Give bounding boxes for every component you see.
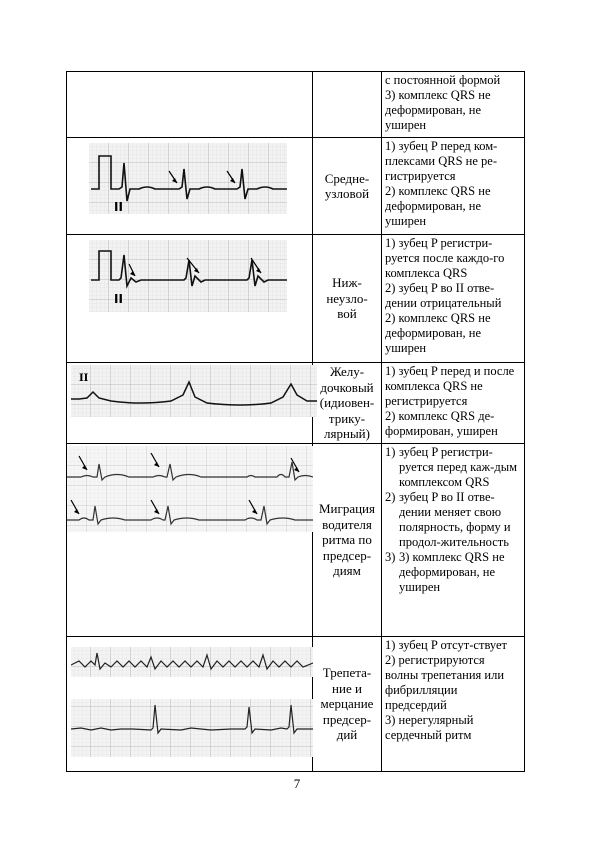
desc-line: 3) нерегулярный сердечный ритм	[385, 713, 474, 742]
ecg-cell	[67, 138, 313, 234]
desc-line: 1) зубец P перед ком-плексами QRS не ре-гистрируется	[385, 139, 498, 183]
ecg-cell	[67, 637, 313, 771]
lead-label: II	[114, 200, 123, 214]
rhythm-name: Желу- дочковый (идиовен- трику- лярный)	[313, 363, 382, 443]
desc-item: 1) зубец P регистри-руется перед каж-дым комплексом QRS	[385, 445, 518, 489]
ecg-strip-wandering-pacemaker	[67, 446, 313, 532]
rhythm-description	[382, 444, 524, 636]
ecg-cell	[67, 444, 313, 636]
table-row	[67, 444, 524, 637]
arrhythmia-table	[66, 71, 525, 772]
rhythm-description	[382, 363, 524, 443]
ecg-strip-idioventricular	[71, 365, 317, 417]
rhythm-description	[382, 637, 524, 771]
rhythm-name: Трепета- ние и мерцание предсер- дий	[313, 637, 382, 771]
rhythm-description	[382, 235, 524, 362]
table-row	[67, 235, 524, 363]
desc-line: 1) зубец P отсут-ствует	[385, 638, 508, 652]
desc-line: с постоянной формой	[385, 73, 501, 87]
ecg-cell	[67, 235, 313, 362]
ecg-strip-midnodal	[89, 143, 287, 214]
ecg-strip-atrial-flutter	[71, 647, 313, 759]
lead-label: II	[79, 373, 89, 384]
table-row	[67, 138, 524, 235]
desc-item: 3) 3) комплекс QRS не деформирован, не уширен	[385, 550, 505, 594]
desc-line: 1) зубец P регистри-руется после каждо-го комплекса QRS	[385, 236, 505, 280]
rhythm-name: Ниж- неузло- вой	[313, 235, 382, 362]
page-number: 7	[293, 776, 301, 791]
table-row	[67, 637, 524, 771]
rhythm-description	[382, 72, 524, 137]
desc-line: 2) комплекс QRS де-формирован, уширен	[385, 409, 498, 438]
ecg-cell	[67, 72, 313, 137]
desc-line: 2) зубец P во II отве-дении отрицательный	[385, 281, 502, 310]
rhythm-description	[382, 138, 524, 234]
lead-label: II	[114, 292, 123, 306]
table-row	[67, 72, 524, 138]
desc-line: 2) комплекс QRS не деформирован, не уширен	[385, 311, 491, 355]
table-row	[67, 363, 524, 444]
desc-line: 2) регистрируются волны трепетания или фибрилляции предсердий	[385, 653, 505, 712]
desc-line: 1) зубец P перед и после комплекса QRS не регистрируется	[385, 364, 515, 408]
desc-line: 3) комплекс QRS не деформирован, не уширен	[385, 88, 491, 132]
ecg-cell	[67, 363, 313, 443]
rhythm-name: Миграция водителя ритма по предсер- диям	[313, 444, 382, 636]
desc-item: 2) зубец P во II отве-дении меняет свою полярность, форму и продол-жительность	[385, 490, 511, 549]
ecg-strip-lower-nodal	[89, 240, 287, 312]
desc-line: 2) комплекс QRS не деформирован, не уширен	[385, 184, 491, 228]
rhythm-name: Средне- узловой	[313, 138, 382, 234]
rhythm-name	[313, 72, 382, 137]
